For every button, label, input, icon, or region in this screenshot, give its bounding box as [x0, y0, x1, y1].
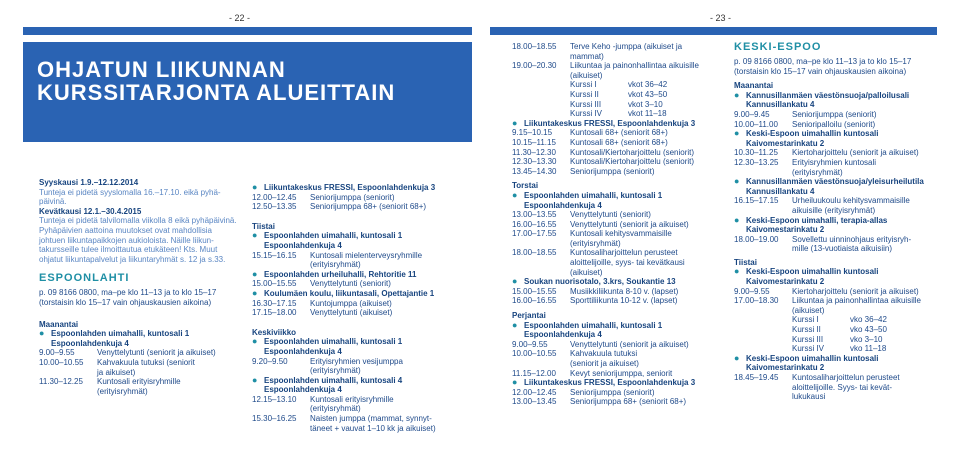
page-title: OHJATUN LIIKUNNAN KURSSITARJONTA ALUEITTAIN: [37, 57, 396, 105]
schedule-row: (erityisryhmät): [310, 404, 361, 414]
schedule-row: 18.00–18.55 Terve Keho -jumppa (aikuiset ja: [512, 42, 683, 51]
schedule-row: 16.30–17.15 Kuntojumppa (aikuiset): [252, 298, 392, 308]
column-4: [734, 41, 944, 402]
schedule-row: (erityisryhmät): [792, 167, 843, 177]
bullet-icon: ●: [734, 214, 740, 225]
schedule-row: täneet + vauvat 1–10 kk ja aikuiset): [310, 423, 436, 433]
bullet-icon: ●: [512, 377, 518, 388]
schedule-row: (aikuiset): [792, 305, 825, 315]
espoonlahti-contact: p. 09 8166 0800, ma–pe klo 11–13 ja to klo 15–17 (torstaisin klo 15–17 vain ohjauskausien aikoina): [39, 288, 217, 307]
course-levels: Kurssi I vkot 36–42 Kurssi II vkot 43–50 Kurssi III vkot 3–10 Kurssi IV vkot 11–18: [570, 80, 668, 119]
venue-heading: ● Keski-Espoon uimahallin kuntosali Kaivomestarinkatu 2: [734, 352, 879, 373]
venue-heading: ● Espoonlahden urheiluhalli, Rehtoritie 11: [252, 268, 417, 279]
schedule-row: 10.00–10.55 Kahvakuula tutuksi (seniorit: [39, 357, 195, 367]
venue-heading: ● Espoonlahden uimahalli, kuntosali 1 Espoonlahdenkuja 4: [39, 328, 190, 348]
keski-espoo-contact: p. 09 8166 0800, ma–pe klo 11–13 ja to klo 15–17 (torstaisin klo 15–17 vain ohjauskausien aikoina): [734, 57, 912, 76]
schedule-row: 15.15–16.15 Kuntosali mielenterveysryhmille: [252, 250, 423, 260]
bullet-icon: ●: [512, 319, 518, 330]
schedule-row: 16.15–17.15 Urheiluukoulu kehitysvammaisille: [734, 196, 910, 206]
bullet-icon: ●: [734, 352, 740, 363]
schedule-row: aloittelijoille. Syys- tai kevät-: [792, 382, 893, 392]
page-number-left: - 22 -: [229, 13, 251, 23]
schedule-row: 18.45–19.45 Kuntosaliharjoittelun perusteet: [734, 373, 900, 382]
kevatkausi-note: Tunteja ei pidetä talvilomalla viikolla 8 eikä pyhäpäivinä. Pyhäpäivien aattoina muutokset ovat mahdollisia johtuen liikuntapaikkojen aukioloista. Näille liikun- takursseille tulee ilmoittautua etukäteen! Kts. Muut ohjatut liikuntapalvelut ja liikuntaryhmät s. 12 ja s.33.: [39, 216, 237, 264]
column-1: [39, 178, 244, 396]
venue-heading: ● Espoonlahden uimahalli, kuntosali 1 Espoonlahdenkuja 4: [512, 319, 663, 340]
schedule-row: 19.00–20.30 Liikuntaa ja painonhallintaa aikuisille: [512, 61, 699, 71]
schedule-row: 10.00–11.00 Senioripalloilu (seniorit): [734, 119, 876, 129]
schedule-row: (seniorit ja aikuiset): [570, 359, 639, 368]
column-3: [512, 42, 724, 407]
schedule-row: 9.15–10.15 Kuntosali 68+ (seniorit 68+): [512, 128, 668, 138]
venue-heading: ● Liikuntakeskus FRESSI, Espoonlahdenkuja 3: [252, 182, 436, 192]
schedule-row: 16.00–16.55 Sporttiliikunta 10-12 v. (lapset): [512, 296, 678, 306]
schedule-row: 11.30–12.25 Kuntosali erityisryhmille: [39, 377, 181, 387]
schedule-row: 11.30–12.30 Kuntosali/Kiertoharjoittelu (seniorit): [512, 147, 695, 157]
schedule-row: 10.15–11.15 Kuntosali 68+ (seniorit 68+): [512, 137, 668, 147]
schedule-row: 9.00–9.45 Seniorijumppa (seniorit): [734, 109, 877, 119]
keski-espoo-heading: KESKI-ESPOO: [734, 41, 822, 53]
venue-heading: ● Kannusillanmäen väestönsuoja/yleisurheilutila Kannusillankatu 4: [734, 176, 924, 196]
syyskausi-dates: Syyskausi 1.9.–12.12.2014: [39, 178, 139, 187]
day-heading: Keskiviikko: [252, 327, 297, 337]
schedule-row: 12.30–13.30 Kuntosali/Kiertoharjoittelu (seniorit): [512, 157, 695, 167]
schedule-row: 12.30–13.25 Erityisryhmien kuntosali: [734, 157, 877, 167]
syyskausi-note: Tunteja ei pidetä syyslomalla 16.–17.10. eikä pyhä- päivinä.: [39, 187, 221, 207]
schedule-row: 12.00–12.45 Seniorijumppa (seniorit): [512, 387, 655, 397]
venue-heading: ● Koulumäen koulu, liikuntasali, Opettajantie 1: [252, 287, 435, 298]
venue-heading: ● Espoonlahden uimahalli, kuntosali 4 Espoonlahdenkuja 4: [252, 374, 403, 395]
schedule-row: 15.00–15.55 Venyttelytunti (seniorit): [252, 279, 391, 289]
schedule-row: (erityisryhmät): [310, 366, 361, 376]
schedule-row: 17.00–17.55 Kuntosali kehitysvammaisille: [512, 229, 672, 239]
schedule-row: (erityisryhmät): [310, 260, 361, 270]
bullet-icon: ●: [734, 266, 740, 277]
schedule-row: 13.45–14.30 Seniorijumppa (seniorit): [512, 166, 655, 176]
schedule-row: 17.15–18.00 Venyttelytunti (aikuiset): [252, 308, 393, 318]
bullet-icon: ●: [252, 336, 258, 347]
venue-heading: ● Keski-Espoon uimahallin kuntosali Kaivomestarinkatu 2: [734, 266, 879, 287]
schedule-row: ja aikuiset): [97, 367, 136, 377]
schedule-row: lukukausi: [792, 392, 826, 402]
venue-heading: ● Espoonlahden uimahalli, kuntosali 1 Espoonlahdenkuja 4: [252, 230, 403, 250]
day-heading: Tiistai: [734, 257, 757, 267]
bullet-icon: ●: [252, 182, 258, 192]
venue-heading: ● Liikuntakeskus FRESSI, Espoonlahdenkuja 3: [512, 377, 696, 388]
schedule-row: 15.30–16.25 Naisten jumppa (mammat, synnyt-: [252, 414, 432, 424]
header-bar-left: [23, 27, 472, 35]
schedule-row: (aikuiset): [570, 70, 603, 80]
bullet-icon: ●: [252, 287, 258, 298]
venue-heading: ● Liikuntakeskus FRESSI, Espoonlahdenkuja 3: [512, 117, 696, 128]
schedule-row: 10.30–11.25 Kiertoharjoittelu (seniorit ja aikuiset): [734, 148, 919, 158]
schedule-row: (erityisryhmät): [570, 238, 621, 248]
schedule-row: 13.00–13.55 Venyttelytunti (seniorit): [512, 210, 651, 220]
venue-heading: ● Kannusillanmäen väestönsuoja/palloilusali Kannusillankatu 4: [734, 89, 910, 110]
title-banner: [23, 42, 472, 142]
schedule-row: 12.00–12.45 Seniorijumppa (seniorit): [252, 192, 395, 202]
schedule-row: aloittelijoille, syys- tai kevätkausi: [570, 258, 685, 268]
day-heading: Tiistai: [252, 221, 275, 231]
bullet-icon: ●: [252, 268, 258, 279]
schedule-row: 9.00–9.55 Venyttelytunti (seniorit ja aikuiset): [39, 348, 216, 358]
schedule-row: 10.00–10.55 Kahvakuula tutuksi: [512, 349, 638, 359]
day-heading: Maanantai: [734, 81, 774, 91]
schedule-row: 11.15–12.00 Kevyt seniorijumppa, seniorit: [512, 368, 673, 378]
bullet-icon: ●: [512, 276, 518, 287]
schedule-row: 9.00–9.55 Kiertoharjoittelu (seniorit ja aikuiset): [734, 286, 919, 296]
schedule-row: mammat): [570, 51, 604, 61]
venue-heading: ● Keski-Espoon uimahalli, terapia-allas Kaivomestarinkatu 2: [734, 214, 888, 235]
bullet-icon: ●: [39, 328, 45, 339]
schedule-row: 17.00–18.30 Liikuntaa ja painonhallintaa aikuisille: [734, 296, 921, 306]
bullet-icon: ●: [734, 89, 740, 100]
bullet-icon: ●: [252, 374, 258, 385]
schedule-row: 9.00–9.55 Venyttelytunti (seniorit ja aikuiset): [512, 339, 689, 349]
day-heading: Perjantai: [512, 311, 546, 321]
bullet-icon: ●: [734, 176, 740, 187]
bullet-icon: ●: [734, 128, 740, 139]
kevatkausi-dates: Kevätkausi 12.1.–30.4.2015: [39, 206, 142, 216]
schedule-row: 12.50–13.35 Seniorijumppa 68+ (seniorit 68+): [252, 202, 427, 212]
venue-heading: ● Espoonlahden uimahalli, kuntosali 1 Espoonlahdenkuja 4: [252, 336, 403, 356]
venue-heading: ● Soukan nuorisotalo, 3.krs, Soukantie 13: [512, 276, 676, 287]
schedule-row: 13.00–13.45 Seniorijumppa 68+ (seniorit 68+): [512, 397, 687, 407]
schedule-row: 12.15–13.10 Kuntosali erityisryhmille: [252, 394, 394, 404]
venue-heading: ● Espoonlahden uimahalli, kuntosali 1 Espoonlahdenkuja 4: [512, 189, 663, 210]
schedule-row: 15.00–15.55 Musiikkiliikunta 8-10 v. (lapset): [512, 286, 679, 296]
schedule-row: 18.00–18.55 Kuntosaliharjoittelun perusteet: [512, 248, 678, 258]
schedule-row: mille (13-vuotiaista aikuisiin): [792, 244, 893, 254]
schedule-row: (aikuiset): [570, 267, 603, 277]
course-levels: Kurssi I vko 36–42 Kurssi II vko 43–50 Kurssi III vko 3–10 Kurssi IV vko 11–18: [792, 315, 887, 354]
bullet-icon: ●: [512, 117, 518, 128]
venue-heading: ● Keski-Espoon uimahallin kuntosali Kaivomestarinkatu 2: [734, 128, 879, 148]
schedule-row: (erityisryhmät): [97, 386, 148, 396]
column-2: [252, 183, 472, 433]
bullet-icon: ●: [512, 189, 518, 200]
espoonlahti-heading: ESPOONLAHTI: [39, 272, 130, 285]
page-number-right: - 23 -: [710, 13, 732, 23]
schedule-row: 18.00–19.00 Sovellettu uinninohjaus erityisryh-: [734, 234, 912, 244]
schedule-row: aikuisille (erityisryhmät): [792, 205, 876, 215]
schedule-row: 9.20–9.50 Erityisryhmien vesijumppa: [252, 356, 403, 366]
bullet-icon: ●: [252, 230, 258, 241]
day-heading: Torstai: [512, 181, 539, 191]
day-heading: Maanantai: [39, 319, 79, 329]
schedule-row: 16.00–16.55 Venyttelytunti (seniorit ja aikuiset): [512, 219, 689, 229]
header-bar-right: [490, 27, 937, 35]
